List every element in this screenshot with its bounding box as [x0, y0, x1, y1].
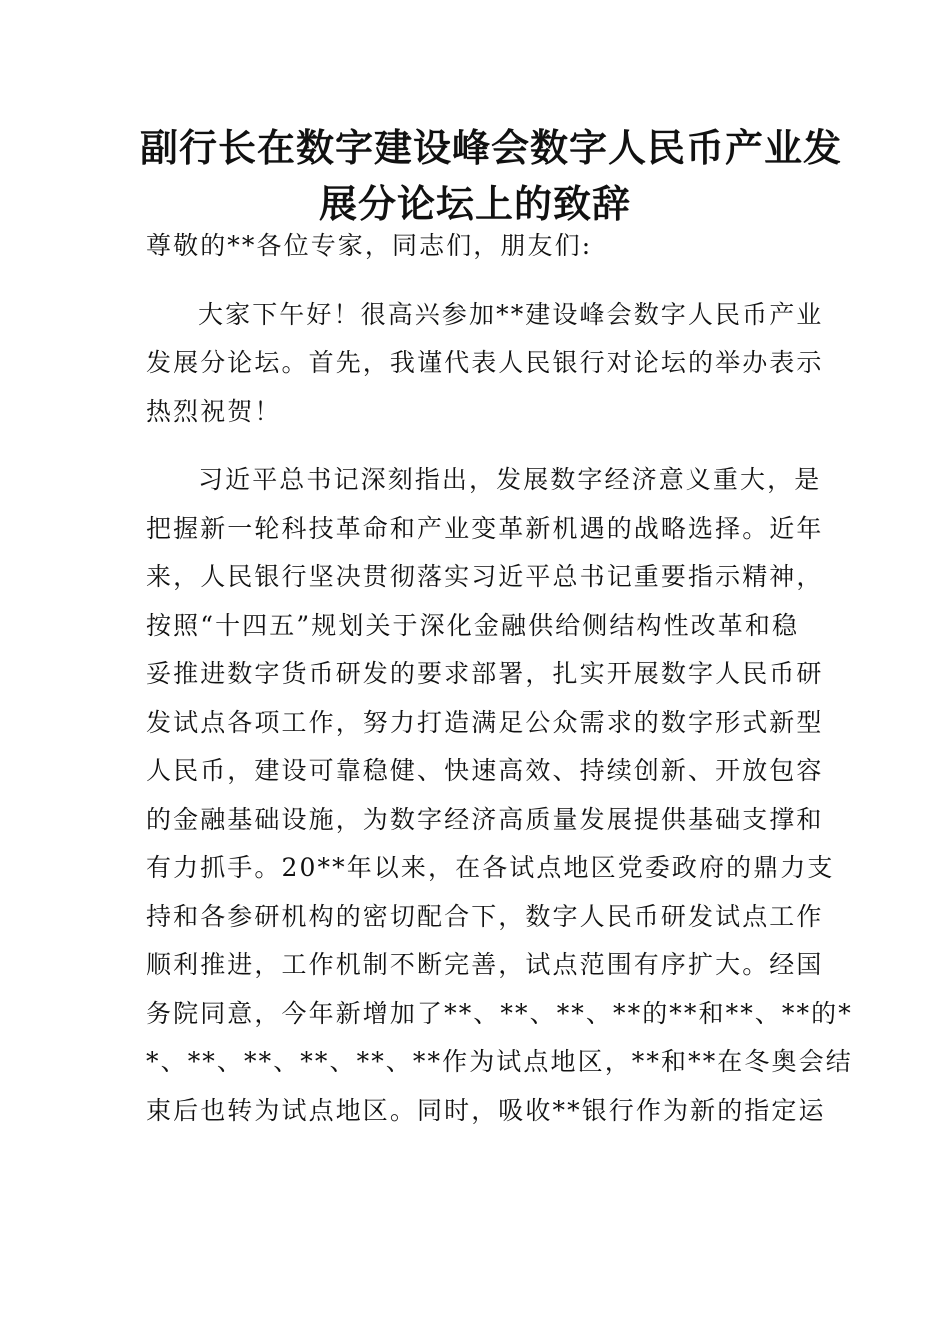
document-body: [146, 222, 853, 1135]
salutation: 尊敬的**各位专家，同志们，朋友们:: [146, 231, 593, 260]
title-line: 副行长在数字建设峰会数字人民币产业发: [140, 125, 843, 170]
paragraph-line: 人民币，建设可靠稳健、快速高效、持续创新、开放包容: [146, 756, 824, 785]
paragraph-line: 顺利推进，工作机制不断完善，试点范围有序扩大。经国: [146, 950, 824, 979]
paragraph-line: 把握新一轮科技革命和产业变革新机遇的战略选择。近年: [146, 513, 824, 543]
paragraph-line: 的金融基础设施，为数字经济高质量发展提供基础支撑和: [146, 804, 824, 834]
paragraph-line: 按照“十四五”规划关于深化金融供给侧结构性改革和稳: [146, 610, 800, 640]
paragraph-2: [146, 456, 853, 1135]
paragraph-line: 发试点各项工作，努力打造满足公众需求的数字形式新型: [146, 707, 824, 737]
paragraph-line: *、**、**、**、**、**作为试点地区，**和**在冬奥会结: [146, 1047, 853, 1076]
paragraph-line: 发展分论坛。首先，我谨代表人民银行对论坛的举办表示: [146, 348, 824, 377]
paragraph-line: 持和各参研机构的密切配合下，数字人民币研发试点工作: [146, 901, 824, 931]
paragraph-line: 妥推进数字货币研发的要求部署，扎实开展数字人民币研: [146, 659, 824, 688]
document-title: [140, 120, 843, 232]
paragraph-line: 来，人民银行坚决贯彻落实习近平总书记重要指示精神，: [146, 562, 824, 591]
paragraph-spacer: [146, 271, 810, 291]
paragraph-spacer: [146, 436, 810, 456]
paragraph-line: 大家下午好！很高兴参加**建设峰会数字人民币产业: [198, 299, 824, 329]
paragraph-line: 习近平总书记深刻指出，发展数字经济意义重大，是: [198, 465, 822, 494]
paragraph-line: 热烈祝贺！: [146, 396, 282, 426]
paragraph-line: 有力抓手。20**年以来，在各试点地区党委政府的鼎力支: [146, 853, 835, 882]
title-line: 展分论坛上的致辞: [318, 181, 631, 226]
paragraph-line: 束后也转为试点地区。同时，吸收**银行作为新的指定运: [146, 1095, 826, 1125]
paragraph-1: [146, 291, 824, 437]
paragraph-line: 务院同意，今年新增加了**、**、**、**的**和**、**的*: [146, 998, 853, 1028]
